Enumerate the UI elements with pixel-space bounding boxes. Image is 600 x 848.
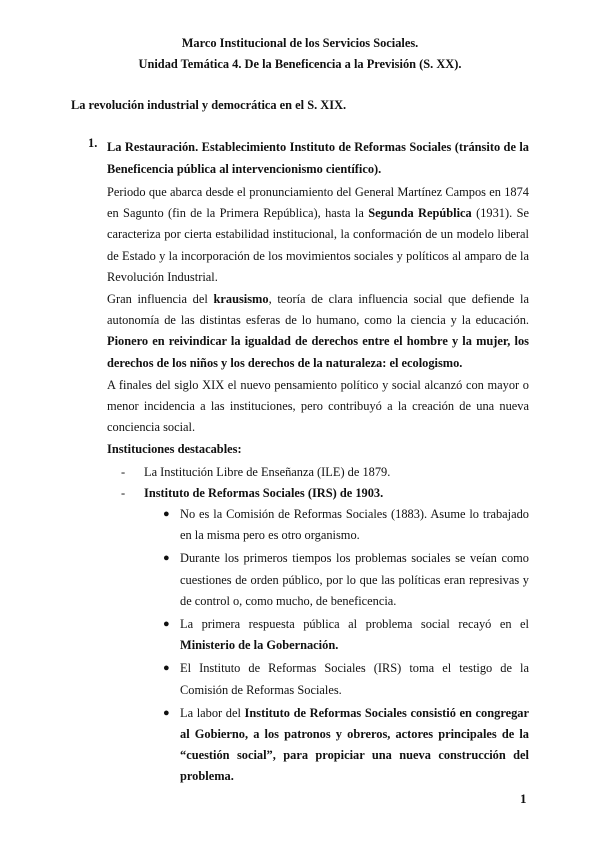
dash-marker: - [121,464,126,479]
para1-bold-segunda-republica: Segunda República [368,206,472,221]
page-number: 1 [520,791,527,806]
list-item-ile [107,462,529,483]
para2-bold-krausismo: krausismo [213,292,269,307]
bullet-item-labor-text: La labor del [180,705,245,720]
paragraph-restoration [107,182,529,288]
bullet-item-labor-bold: Instituto de Reformas Sociales consistió en congregar al Gobierno, a los patronos y obreros, actores principales de la “cuestión social”, para propiciar una nueva construcción del problema. [180,705,529,784]
para1-text-b: (1931). Se caracteriza por cierta estabilidad institucional, la conformación de un modelo liberal de Estado y la incorporación de los movimientos sociales y políticos al amparo de la Revolución Industrial. [107,206,529,284]
paragraph-late-xix: A finales del siglo XIX el nuevo pensamiento político y social alcanzó con mayor o menor incidencia a las instituciones, pero contribuyó a la creación de una nueva conciencia social. [107,377,529,435]
institutions-list [107,462,529,504]
bullet-icon: ● [163,508,170,521]
document-header [0,33,600,75]
section-subtitle: La revolución industrial y democrática en el S. XIX. [71,98,347,112]
list-item-irs-text: Instituto de Reformas Sociales (IRS) de 1903. [144,485,384,500]
bullet-item-orden-publico [107,548,529,612]
bullet-item-ministerio-bold: Ministerio de la Gobernación. [180,638,339,653]
bullet-item-labor [107,703,529,788]
para2-text-a: Gran influencia del [107,292,214,307]
bullet-icon: ● [163,662,170,675]
bullet-item-ministerio [107,614,529,656]
bullet-icon: ● [163,618,170,631]
bullet-item-ministerio-text: La primera respuesta pública al problema social recayó en el [180,617,529,632]
header-course-title: Marco Institucional de los Servicios Sociales. [181,36,419,50]
header-unit-title: Unidad Temática 4. De la Beneficencia a la Previsión (S. XX). [138,57,462,71]
bullet-item-testigo [107,658,529,700]
para2-text-b: , teoría de clara influencia social que defiende la autonomía de las distintas esferas de lo humano, como la ciencia y la educación. [107,292,529,328]
dash-marker: - [121,485,126,500]
section-title: La Restauración. Establecimiento Instituto de Reformas Sociales (tránsito de la Beneficencia pública al intervencionismo científico). [107,140,529,176]
bullet-icon: ● [163,706,170,719]
bullet-item-comision [107,504,529,546]
bullet-item-orden-publico-text: Durante los primeros tiempos los problemas sociales se veían como cuestiones de orden público, por lo que las políticas eran represivas y de control o, como mucho, de beneficencia. [180,551,529,608]
bullet-icon: ● [163,552,170,565]
list-item-ile-text: La Institución Libre de Enseñanza (ILE) de 1879. [144,464,391,479]
document-body [107,182,529,790]
bullet-item-comision-text: No es la Comisión de Reformas Sociales (1883). Asume lo trabajado en la misma pero es otro organismo. [180,507,529,543]
para2-bold-pionero: Pionero en reivindicar la igualdad de derechos entre el hombre y la mujer, los derechos de los niños y los derechos de la naturaleza: el ecologismo. [107,334,529,370]
section-number: 1. [88,136,98,150]
irs-bullet-list [107,504,529,788]
bullet-item-testigo-text: El Instituto de Reformas Sociales (IRS) toma el testigo de la Comisión de Reformas Sociales. [180,661,529,697]
paragraph-krausismo [107,289,529,374]
institutions-heading: Instituciones destacables: [107,442,242,457]
list-item-irs [107,483,529,504]
para1-text-a: Periodo que abarca desde el pronunciamiento del General Martínez Campos en 1874 en Sagunto (fin de la Primera República), hasta la [107,185,529,221]
